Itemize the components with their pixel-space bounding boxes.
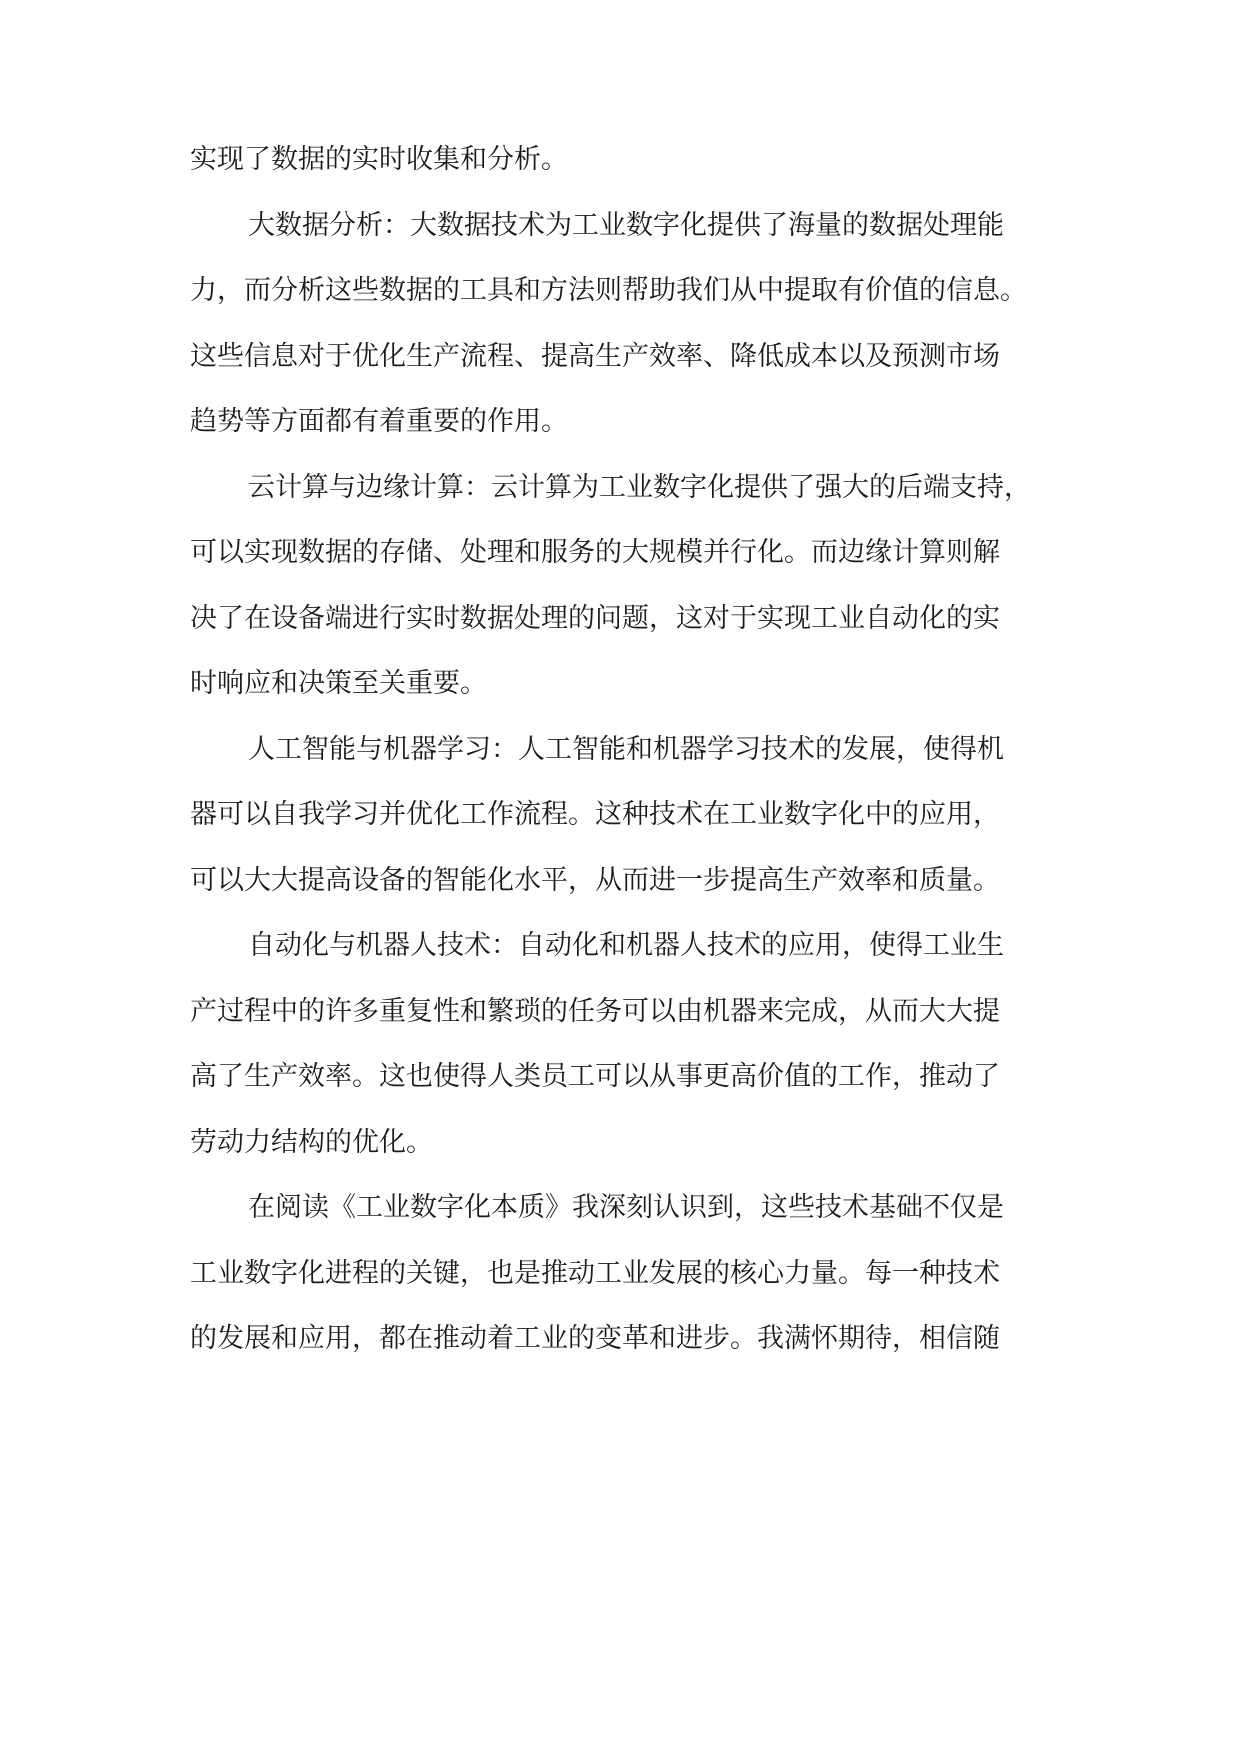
text-line: 实现了数据的实时收集和分析。: [190, 144, 568, 175]
text-line: 力，而分析这些数据的工具和方法则帮助我们从中提取有价值的信息。: [190, 275, 1027, 306]
text-line: 产过程中的许多重复性和繁琐的任务可以由机器来完成，从而大大提: [190, 996, 1000, 1027]
text-line: 人工智能与机器学习：人工智能和机器学习技术的发展，使得机: [248, 734, 1004, 765]
text-line: 高了生产效率。这也使得人类员工可以从事更高价值的工作，推动了: [190, 1061, 1000, 1092]
text-line: 决了在设备端进行实时数据处理的问题，这对于实现工业自动化的实: [190, 603, 1000, 634]
text-line: 趋势等方面都有着重要的作用。: [190, 406, 568, 437]
text-line: 可以实现数据的存储、处理和服务的大规模并行化。而边缘计算则解: [190, 537, 1000, 568]
text-line: 工业数字化进程的关键，也是推动工业发展的核心力量。每一种技术: [190, 1258, 1000, 1289]
text-line: 时响应和决策至关重要。: [190, 668, 487, 699]
text-line: 这些信息对于优化生产流程、提高生产效率、降低成本以及预测市场: [190, 341, 1000, 372]
text-line: 劳动力结构的优化。: [190, 1127, 433, 1158]
text-line: 可以大大提高设备的智能化水平，从而进一步提高生产效率和质量。: [190, 865, 1000, 896]
text-line: 云计算与边缘计算：云计算为工业数字化提供了强大的后端支持，: [248, 472, 1031, 503]
text-line: 自动化与机器人技术：自动化和机器人技术的应用，使得工业生: [248, 930, 1004, 961]
text-line: 大数据分析：大数据技术为工业数字化提供了海量的数据处理能: [248, 210, 1004, 241]
text-line: 的发展和应用，都在推动着工业的变革和进步。我满怀期待，相信随: [190, 1323, 1000, 1354]
text-line: 器可以自我学习并优化工作流程。这种技术在工业数字化中的应用，: [190, 799, 1000, 830]
text-line: 在阅读《工业数字化本质》我深刻认识到，这些技术基础不仅是: [248, 1192, 1004, 1223]
